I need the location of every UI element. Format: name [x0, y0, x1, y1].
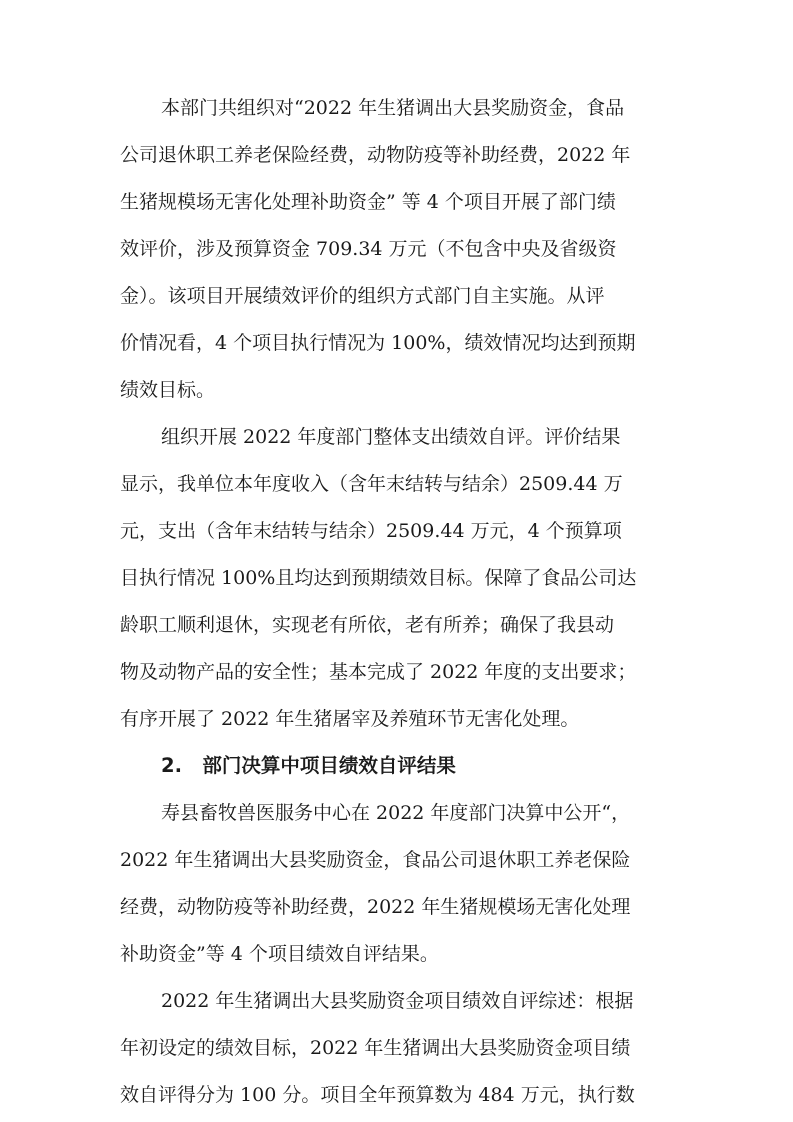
paragraph-4-line-2: 年初设定的绩效目标，2022 年生猪调出大县奖励资金项目绩 — [120, 1037, 631, 1059]
paragraph-2-line-7: 有序开展了 2022 年生猪屠宰及养殖环节无害化处理。 — [120, 708, 580, 730]
section-heading: 2. 部门决算中项目绩效自评结果 — [161, 754, 456, 777]
paragraph-2-line-3: 元，支出（含年末结转与结余）2509.44 万元，4 个预算项 — [120, 520, 622, 542]
paragraph-1-line-6: 价情况看，4 个项目执行情况为 100%，绩效情况均达到预期 — [120, 332, 636, 354]
paragraph-1-line-5: 金）。该项目开展绩效评价的组织方式部门自主实施。从评 — [120, 285, 605, 307]
paragraph-1-line-1: 本部门共组织对“2022 年生猪调出大县奖励资金，食品 — [161, 97, 625, 119]
paragraph-4-line-1: 2022 年生猪调出大县奖励资金项目绩效自评综述：根据 — [161, 990, 634, 1012]
paragraph-2-line-5: 龄职工顺利退休，实现老有所依，老有所养；确保了我县动 — [120, 614, 615, 636]
paragraph-2-line-6: 物及动物产品的安全性；基本完成了 2022 年度的支出要求； — [120, 661, 637, 683]
paragraph-2-line-2: 显示，我单位本年度收入（含年末结转与结余）2509.44 万 — [120, 473, 623, 495]
paragraph-2-line-1: 组织开展 2022 年度部门整体支出绩效自评。评价结果 — [161, 426, 621, 448]
paragraph-4-line-3: 效自评得分为 100 分。项目全年预算数为 484 万元，执行数 — [120, 1084, 635, 1106]
paragraph-1-line-2: 公司退休职工养老保险经费，动物防疫等补助经费，2022 年 — [120, 144, 631, 166]
paragraph-3-line-3: 经费，动物防疫等补助经费，2022 年生猪规模场无害化处理 — [120, 896, 631, 918]
paragraph-3-line-2: 2022 年生猪调出大县奖励资金，食品公司退休职工养老保险 — [120, 849, 631, 871]
paragraph-1-line-3: 生猪规模场无害化处理补助资金” 等 4 个项目开展了部门绩 — [120, 191, 616, 213]
paragraph-2-line-4: 目执行情况 100%且均达到预期绩效目标。保障了食品公司达 — [120, 567, 637, 589]
paragraph-1-line-7: 绩效目标。 — [120, 379, 216, 401]
paragraph-1-line-4: 效评价，涉及预算资金 709.34 万元（不包含中央及省级资 — [120, 238, 617, 260]
paragraph-3-line-1: 寿县畜牧兽医服务中心在 2022 年度部门决算中公开“， — [161, 802, 631, 824]
paragraph-3-line-4: 补助资金”等 4 个项目绩效自评结果。 — [120, 943, 439, 965]
